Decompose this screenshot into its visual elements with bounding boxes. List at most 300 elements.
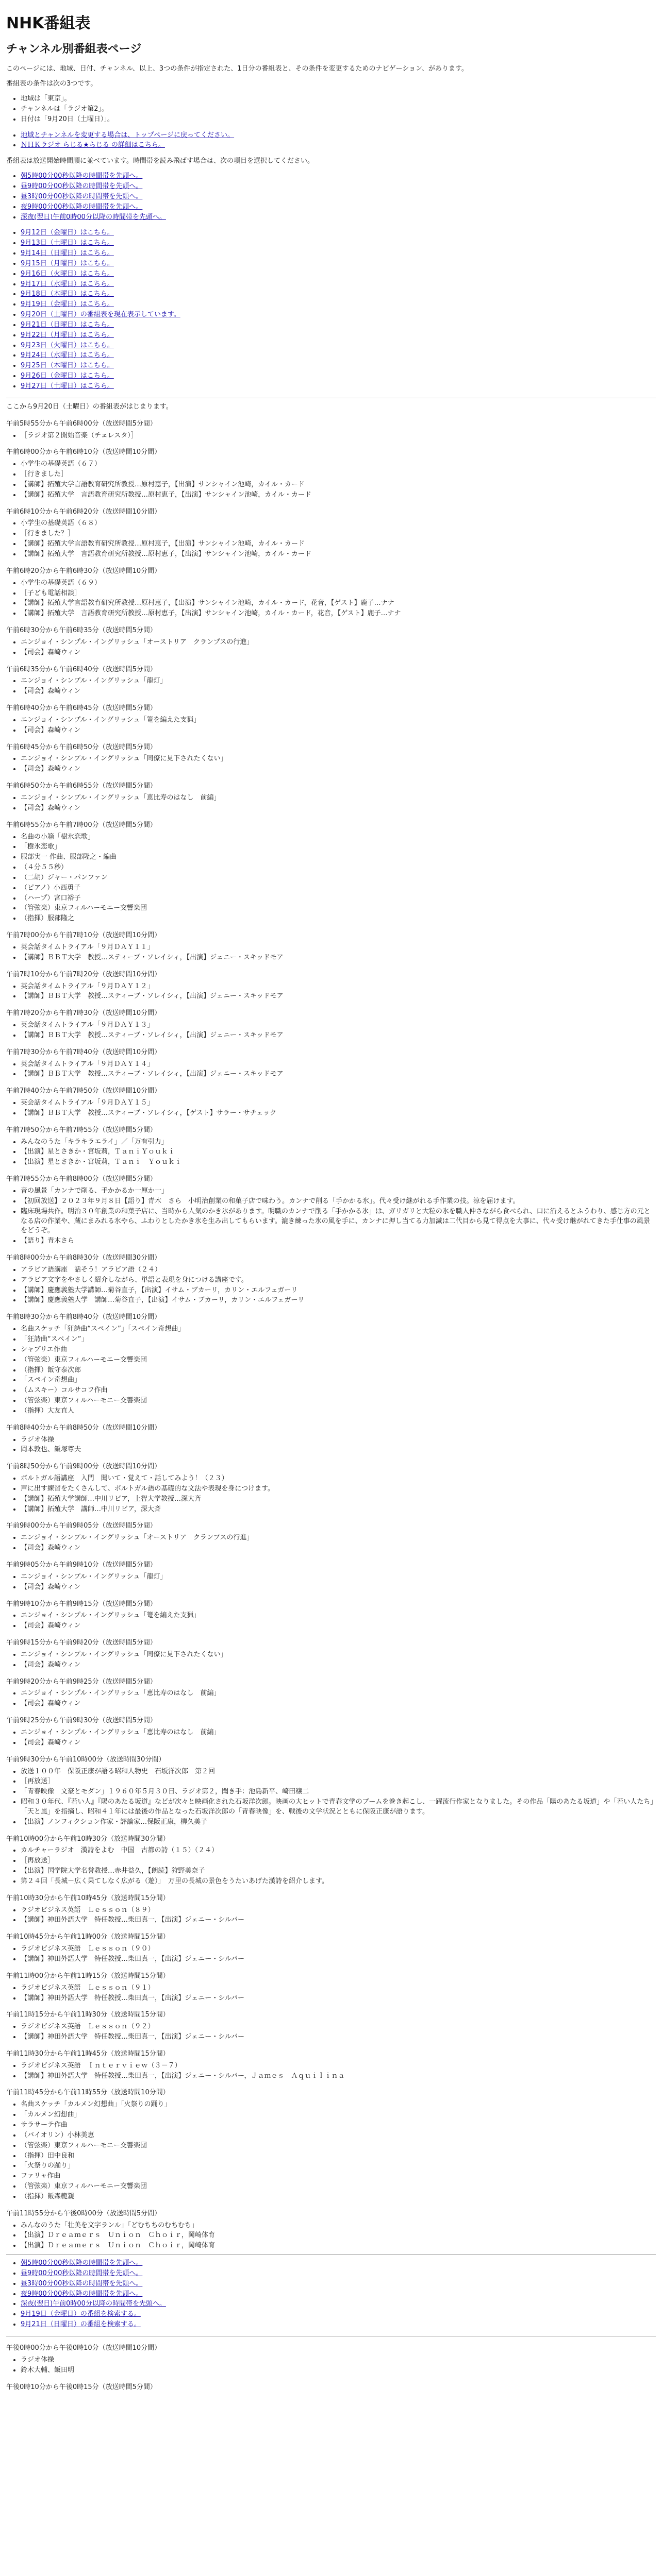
program-detail-line: • （指揮）大友直人 bbox=[21, 1406, 656, 1416]
program-detail-line: • 【講師】神田外語大学 特任教授…柴田真一，【出演】ジェニー・シルバー bbox=[21, 1994, 656, 2004]
program-details bbox=[6, 676, 656, 697]
program-detail-line: • 【出演】Ｄｒｅａｍｅｒｓ Ｕｎｉｏｎ Ｃｈｏｉｒ，岡崎体育 bbox=[21, 2231, 656, 2241]
program-details bbox=[6, 1098, 656, 1118]
program-detail-line: • （指揮）服部隆之 bbox=[21, 914, 656, 924]
program-detail-line: • 【司会】森崎ウィン bbox=[21, 687, 656, 697]
program-details bbox=[6, 2355, 656, 2376]
date-nav-list bbox=[6, 228, 656, 392]
program-detail-line: • 【司会】森崎ウィン bbox=[21, 765, 656, 774]
program-detail-line: • 英会話タイムトライアル「９月ＤＡＹ１１」 bbox=[21, 943, 656, 953]
program-detail-line: • （指揮）飯森範親 bbox=[21, 2192, 656, 2202]
program-detail-line: • 【初回放送】２０２３年９月８日【語り】青木 さら 小明治創業の和菓子店で味わう。カンナで削る「手かかる氷」。代々受け継がれる手作業の技。涼を届けます。 bbox=[21, 1197, 656, 1207]
program-detail-line: • みんなのうた「壮美を文字ランル」「どむちちのむちむち」 bbox=[21, 2221, 656, 2231]
program-detail-line: • 英会話タイムトライアル「９月ＤＡＹ１３」 bbox=[21, 1021, 656, 1030]
program-details bbox=[6, 1944, 656, 1964]
program-detail-line: • 【講師】拓殖大学 言語教育研究所教授…原村恵子，【出演】サンシャイン池崎，カイル・カード bbox=[21, 550, 656, 560]
listing-intro: ここから9月20日（土曜日）の番組表がはじまります。 bbox=[6, 402, 173, 411]
program-slot-time: 午前9時25分から午前9時30分（放送時間5分間） bbox=[6, 1717, 157, 1725]
program-detail-line: • 英会話タイムトライアル「９月ＤＡＹ１５」 bbox=[21, 1098, 656, 1108]
bottom-nav-link[interactable]: 深夜(翌日)午前0時00分以降の時間帯を先頭へ。 bbox=[21, 2300, 166, 2308]
program-slot-time: 午前7時30分から午前7時40分（放送時間10分間） bbox=[6, 1048, 161, 1056]
program-detail-line: • 【講師】慶應義塾大学講師…菊谷直子，【出演】イサム・ブカーリ，カリン・エルフェガーリ bbox=[21, 1286, 656, 1296]
hour-nav-item bbox=[21, 213, 656, 223]
program-slot-time: 午前11時00分から午前11時15分（放送時間15分間） bbox=[6, 1972, 170, 1980]
hour-nav-link-9am[interactable]: 昼9時00分00秒以降の時間帯を先頭へ。 bbox=[21, 182, 143, 190]
program-details bbox=[6, 1138, 656, 1168]
conditions-list bbox=[6, 94, 656, 125]
bottom-nav-link[interactable]: 昼9時00分00秒以降の時間帯を先頭へ。 bbox=[21, 2269, 143, 2277]
hour-nav-link-9pm[interactable]: 夜9時00分00秒以降の時間帯を先頭へ。 bbox=[21, 202, 143, 211]
program-detail-line: • （ピアノ）小西勇子 bbox=[21, 884, 656, 893]
program-slot bbox=[6, 1755, 656, 1827]
program-slot-time: 午前10時30分から午前10時45分（放送時間15分間） bbox=[6, 1894, 170, 1902]
program-detail-line: • 【講師】ＢＢＴ大学 教授…スティーブ・ソレイシィ，【出演】ジェニー・スキッドモア bbox=[21, 953, 656, 963]
program-detail-line: • ラジオビジネス英語 Ｌｅｓｓｏｎ（８９） bbox=[21, 1906, 656, 1916]
program-details bbox=[6, 982, 656, 1002]
program-detail-line: • アラビア文字をやさしく紹介しながら、単語と表現を身につける講座です。 bbox=[21, 1276, 656, 1285]
program-detail-line: • （ハープ）宮口裕子 bbox=[21, 894, 656, 904]
hour-nav-item bbox=[21, 172, 656, 181]
date-nav-item bbox=[21, 300, 656, 310]
program-details bbox=[6, 793, 656, 814]
date-nav-link[interactable]: 9月13日（土曜日）はこちら。 bbox=[21, 239, 114, 247]
program-slot-time: 午前6時55分から午前7時00分（放送時間5分間） bbox=[6, 821, 157, 829]
program-detail-line: • 【司会】森崎ウィン bbox=[21, 648, 656, 658]
program-detail-line: • カルチャーラジオ 漢詩をよむ 中国 古都の詩（１５）（２４） bbox=[21, 1846, 656, 1856]
program-detail-line: • 「スペイン奇想曲」 bbox=[21, 1376, 656, 1385]
program-detail-line: • 【司会】森崎ウィン bbox=[21, 1583, 656, 1592]
program-detail-line: • エンジョイ・シンプル・イングリッシュ「龍灯」 bbox=[21, 676, 656, 686]
bottom-nav-link[interactable]: 9月19日（金曜日）の番組を検索する。 bbox=[21, 2310, 141, 2318]
program-slot-time: 午前7時40分から午前7時50分（放送時間10分間） bbox=[6, 1087, 161, 1095]
program-details bbox=[6, 1060, 656, 1080]
program-slot-time: 午前6時50分から午前6時55分（放送時間5分間） bbox=[6, 782, 157, 790]
program-slot bbox=[6, 2088, 656, 2201]
program-details bbox=[6, 2061, 656, 2081]
program-slot bbox=[6, 665, 656, 697]
program-details bbox=[6, 2022, 656, 2042]
program-timeline-continued bbox=[6, 2344, 656, 2392]
date-nav-item bbox=[21, 331, 656, 341]
program-detail-line: • 【講師】拓殖大学言語教育研究所教授…原村恵子，【出演】サンシャイン池崎，カイル・カード bbox=[21, 480, 656, 490]
program-detail-line: • ファリャ作曲 bbox=[21, 2172, 656, 2181]
program-slot bbox=[6, 704, 656, 736]
hour-nav-link-3pm[interactable]: 昼3時00分00秒以降の時間帯を先頭へ。 bbox=[21, 192, 143, 200]
bottom-nav-link[interactable]: 昼3時00分00秒以降の時間帯を先頭へ。 bbox=[21, 2279, 143, 2287]
program-slot bbox=[6, 507, 656, 560]
program-slot-time: 午前6時00分から午前6時10分（放送時間10分間） bbox=[6, 448, 161, 456]
divider bbox=[6, 2254, 656, 2255]
program-slot bbox=[6, 626, 656, 658]
program-details bbox=[6, 1435, 656, 1455]
program-slot-time: 午前10時45分から午前11時00分（放送時間15分間） bbox=[6, 1933, 170, 1941]
intro-text: このページには、地域、日付、チャンネル、以上、3つの条件が指定された、1日分の番組表と、その条件を変更するためのナビゲーション、があります。 bbox=[6, 65, 468, 73]
program-detail-line: • 【講師】神田外語大学 特任教授…柴田真一，【出演】ジェニー・シルバー bbox=[21, 2032, 656, 2042]
program-details bbox=[6, 1846, 656, 1886]
program-slot bbox=[6, 821, 656, 924]
program-detail-line: • エンジョイ・シンプル・イングリッシュ「恵比寿のはなし 前編」 bbox=[21, 1728, 656, 1738]
date-nav-link[interactable]: 9月16日（火曜日）はこちら。 bbox=[21, 269, 114, 278]
program-slot-time: 午前10時00分から午前10時30分（放送時間30分間） bbox=[6, 1835, 170, 1843]
program-slot-time: 午前6時45分から午前6時50分（放送時間5分間） bbox=[6, 743, 157, 751]
program-slot-time: 午前11時55分から午後0時00分（放送時間5分間） bbox=[6, 2209, 161, 2217]
condition-date: • 日付は「9月20日（土曜日）」。 bbox=[21, 115, 656, 125]
program-details bbox=[6, 2100, 656, 2201]
program-details bbox=[6, 1689, 656, 1709]
program-detail-line: • 昭和３０年代、『若い人』『陽のあたる坂道』などが次々と映画化された石坂洋次郎。映画の大ヒットで青春文学のブームを巻き起こし、一躍流行作家となりました。その作品「陽のあたる坂道」や「若い人たち」「天と嵐」を指摘し、昭和４１年には最後の作品となった石坂洋次郎の「青春映像」を、戦後の文学状況とともに保阪正康が語ります。 bbox=[21, 1798, 656, 1817]
date-nav-link[interactable]: 9月18日（木曜日）はこちら。 bbox=[21, 290, 114, 298]
hour-nav-list bbox=[6, 172, 656, 222]
program-details bbox=[6, 1906, 656, 1926]
program-detail-line: • （ムスキー）コルサコフ作曲 bbox=[21, 1386, 656, 1396]
program-details bbox=[6, 519, 656, 559]
program-detail-line: • 「狂詩曲“スペイン”」 bbox=[21, 1335, 656, 1345]
program-slot bbox=[6, 1423, 656, 1455]
program-slot bbox=[6, 1677, 656, 1709]
bottom-nav-item bbox=[21, 2290, 656, 2299]
program-detail-line: • ラジオビジネス英語 Ｌｅｓｓｏｎ（９１） bbox=[21, 1984, 656, 1993]
program-slot-time: 午前6時40分から午前6時45分（放送時間5分間） bbox=[6, 704, 157, 713]
bottom-nav-link[interactable]: 夜9時00分00秒以降の時間帯を先頭へ。 bbox=[21, 2290, 143, 2298]
program-slot-time: 午前8時30分から午前8時40分（放送時間10分間） bbox=[6, 1313, 161, 1321]
program-detail-line: • シャブリエ作曲 bbox=[21, 1345, 656, 1355]
program-details bbox=[6, 638, 656, 658]
program-slot-time: 午前9時30分から午前10時00分（放送時間30分間） bbox=[6, 1755, 166, 1764]
program-details bbox=[6, 1187, 656, 1246]
program-slot-time: 午前9時20分から午前9時25分（放送時間5分間） bbox=[6, 1677, 157, 1686]
program-detail-line: • 【出演】星とさきか・宮坂莉，ＴａｎｉＹｏｕｋｉ bbox=[21, 1147, 656, 1157]
program-detail-line: • 服部実一 作曲、服部隆之・編曲 bbox=[21, 853, 656, 862]
program-details bbox=[6, 1984, 656, 2004]
condition-link-item bbox=[21, 141, 656, 150]
program-slot-time: 午前11時15分から午前11時30分（放送時間15分間） bbox=[6, 2011, 170, 2019]
condition-link-item bbox=[21, 131, 656, 141]
program-detail-line: • 「樹氷恋歌」 bbox=[21, 842, 656, 852]
program-slot-time: 午前7時20分から午前7時30分（放送時間10分間） bbox=[6, 1009, 161, 1018]
program-details bbox=[6, 1650, 656, 1670]
date-nav-item bbox=[21, 361, 656, 371]
program-slot bbox=[6, 1521, 656, 1553]
bottom-nav-item bbox=[21, 2320, 656, 2330]
program-detail-line: • 【講師】神田外語大学 特任教授…柴田真一，【出演】ジェニー・シルバー bbox=[21, 1916, 656, 1925]
hour-nav-item bbox=[21, 182, 656, 192]
program-detail-line: • ［再放送］ bbox=[21, 1777, 656, 1787]
program-detail-line: • （バイオリン）小林美恵 bbox=[21, 2131, 656, 2141]
radiru-detail-link[interactable]: ＮＨＫラジオ らじる★らじる の詳細はこちら。 bbox=[21, 141, 165, 149]
program-detail-line: • ラジオビジネス英語 Ｌｅｓｓｏｎ（９０） bbox=[21, 1944, 656, 1954]
conditions-intro: 番組表の条件は次の3つです。 bbox=[6, 80, 97, 88]
bottom-nav-item bbox=[21, 2310, 656, 2319]
program-detail-line: • アラビア語講座 話そう！アラビア語（２４） bbox=[21, 1265, 656, 1275]
program-slot bbox=[6, 1894, 656, 1926]
program-detail-line: • ラジオビジネス英語 Ｌｅｓｓｏｎ（９２） bbox=[21, 2022, 656, 2032]
program-timeline bbox=[6, 419, 656, 2251]
program-detail-line: • （管弦楽）東京フィルハーモニー交響楽団 bbox=[21, 2141, 656, 2151]
program-slot bbox=[6, 970, 656, 1002]
date-nav-link[interactable]: 9月21日（日曜日）はこちら。 bbox=[21, 320, 114, 329]
program-details bbox=[6, 943, 656, 963]
program-details bbox=[6, 1728, 656, 1748]
program-detail-line: • 鈴木大輔、飯田明 bbox=[21, 2366, 656, 2376]
program-detail-line: • 小学生の基礎英語（６８） bbox=[21, 519, 656, 529]
program-slot-time: 午前7時55分から午前8時00分（放送時間5分間） bbox=[6, 1175, 157, 1183]
program-slot bbox=[6, 2383, 656, 2393]
program-slot bbox=[6, 2344, 656, 2376]
program-detail-line: • 名曲の小箱「樹氷恋歌」 bbox=[21, 833, 656, 842]
program-slot bbox=[6, 1087, 656, 1118]
page-title: NHK番組表 bbox=[6, 14, 91, 32]
program-detail-line: • エンジョイ・シンプル・イングリッシュ「龍灯」 bbox=[21, 1572, 656, 1582]
program-slot-time: 午前7時00分から午前7時10分（放送時間10分間） bbox=[6, 931, 161, 940]
date-nav-item bbox=[21, 269, 656, 279]
program-detail-line: • 【司会】森崎ウィン bbox=[21, 1621, 656, 1631]
program-slot bbox=[6, 448, 656, 500]
program-detail-line: • 小学生の基礎英語（６９） bbox=[21, 579, 656, 588]
program-details bbox=[6, 1611, 656, 1631]
program-detail-line: • ラジオ体操 bbox=[21, 2355, 656, 2365]
program-detail-line: • 【司会】森崎ウィン bbox=[21, 804, 656, 814]
program-details bbox=[6, 1767, 656, 1827]
bottom-nav-item bbox=[21, 2279, 656, 2289]
hour-nav-item bbox=[21, 192, 656, 202]
date-nav-item bbox=[21, 341, 656, 351]
program-detail-line: • ラジオビジネス英語 Ｉｎｔｅｒｖｉｅｗ（３－７） bbox=[21, 2061, 656, 2071]
program-slot-time: 午後0時10分から午後0時15分（放送時間5分間） bbox=[6, 2383, 157, 2391]
program-details bbox=[6, 579, 656, 619]
bottom-nav-item bbox=[21, 2259, 656, 2268]
hour-nav-link-morning[interactable]: 朝5時00分00秒以降の時間帯を先頭へ。 bbox=[21, 172, 143, 180]
date-nav-link-current[interactable]: 9月20日（土曜日）の番組表を現在表示しています。 bbox=[21, 311, 180, 319]
program-detail-line: • 【講師】ＢＢＴ大学 教授…スティーブ・ソレイシィ，【出演】ジェニー・スキッドモア bbox=[21, 992, 656, 1002]
program-slot-time: 午前5時55分から午前6時00分（放送時間5分間） bbox=[6, 419, 157, 428]
program-slot-time: 午前9時10分から午前9時15分（放送時間5分間） bbox=[6, 1600, 157, 1608]
program-detail-line: • 【講師】ＢＢＴ大学 教授…スティーブ・ソレイシィ，【ゲスト】サラー・サチェック bbox=[21, 1109, 656, 1118]
program-slot-time: 午前9時15分から午前9時20分（放送時間5分間） bbox=[6, 1639, 157, 1647]
date-nav-item bbox=[21, 249, 656, 259]
date-nav-link[interactable]: 9月26日（金曜日）はこちら。 bbox=[21, 372, 114, 380]
bottom-nav-list bbox=[6, 2259, 656, 2330]
program-slot-time: 午前11時30分から午前11時45分（放送時間15分間） bbox=[6, 2049, 170, 2058]
date-nav-link[interactable]: 9月23日（火曜日）はこちら。 bbox=[21, 341, 114, 349]
condition-region: • 地域は「東京」。 bbox=[21, 94, 656, 104]
program-slot bbox=[6, 782, 656, 814]
date-nav-link[interactable]: 9月24日（水曜日）はこちら。 bbox=[21, 351, 114, 360]
program-details bbox=[6, 1265, 656, 1306]
date-nav-item bbox=[21, 310, 656, 320]
program-slot-time: 午前7時10分から午前7時20分（放送時間10分間） bbox=[6, 970, 161, 978]
program-slot bbox=[6, 1253, 656, 1306]
program-detail-line: • 【講師】拓殖大学 講師…中川リビア，深大斉 bbox=[21, 1505, 656, 1515]
program-slot bbox=[6, 1462, 656, 1514]
program-slot bbox=[6, 1048, 656, 1080]
program-slot-time: 午前6時20分から午前6時30分（放送時間10分間） bbox=[6, 567, 161, 575]
program-slot bbox=[6, 2010, 656, 2042]
program-slot bbox=[6, 1638, 656, 1670]
date-nav-item bbox=[21, 382, 656, 392]
program-slot bbox=[6, 1126, 656, 1167]
program-detail-line: • 【出演】ノンフィクション作家・評論家…保阪正康，柳久美子 bbox=[21, 1818, 656, 1827]
program-slot bbox=[6, 2049, 656, 2081]
date-nav-item bbox=[21, 371, 656, 381]
program-detail-line: • 「カルメン幻想曲」 bbox=[21, 2110, 656, 2120]
program-detail-line: • 【出演】星とさきか・宮坂莉，Ｔａｎｉ Ｙｏｕｋｉ bbox=[21, 1158, 656, 1167]
program-slot-time: 午前9時00分から午前9時05分（放送時間5分間） bbox=[6, 1522, 157, 1530]
program-detail-line: • 英会話タイムトライアル「９月ＤＡＹ１２」 bbox=[21, 982, 656, 992]
program-slot bbox=[6, 1972, 656, 2004]
program-slot bbox=[6, 419, 656, 441]
program-slot bbox=[6, 1835, 656, 1887]
program-detail-line: • 【司会】森崎ウィン bbox=[21, 1699, 656, 1709]
program-detail-line: • ［ラジオ第２開始音楽（チェレスタ）］ bbox=[21, 431, 656, 441]
date-nav-item bbox=[21, 259, 656, 269]
program-detail-line: • 【講師】ＢＢＴ大学 教授…スティーブ・ソレイシィ，【出演】ジェニー・スキッドモア bbox=[21, 1070, 656, 1079]
program-details bbox=[6, 431, 656, 441]
program-detail-line: • （指揮）田中良和 bbox=[21, 2151, 656, 2161]
condition-links bbox=[6, 131, 656, 151]
program-detail-line: • 第２４回「長城－広く果てしなく広がる（遊）」 万里の長城の景色をうたいあげた漢詩を紹介します。 bbox=[21, 1877, 656, 1887]
date-nav-link[interactable]: 9月12日（金曜日）はこちら。 bbox=[21, 229, 114, 237]
date-nav-link[interactable]: 9月25日（木曜日）はこちら。 bbox=[21, 362, 114, 370]
program-detail-line: • 名曲スケッチ「狂詩曲“スペイン”」「スペイン奇想曲」 bbox=[21, 1325, 656, 1334]
date-nav-item bbox=[21, 320, 656, 330]
program-slot-time: 午後0時00分から午後0時10分（放送時間10分間） bbox=[6, 2344, 161, 2352]
program-detail-line: • 【司会】森崎ウィン bbox=[21, 1544, 656, 1553]
program-slot-time: 午前7時50分から午前7時55分（放送時間5分間） bbox=[6, 1126, 157, 1134]
program-detail-line: • 【出演】Ｄｒｅａｍｅｒｓ Ｕｎｉｏｎ Ｃｈｏｉｒ，岡崎体育 bbox=[21, 2241, 656, 2251]
program-slot bbox=[6, 1175, 656, 1246]
date-nav-link[interactable]: 9月14日（日曜日）はこちら。 bbox=[21, 249, 114, 258]
program-detail-line: • ラジオ体操 bbox=[21, 1435, 656, 1445]
program-details bbox=[6, 754, 656, 774]
program-slot bbox=[6, 1561, 656, 1592]
date-nav-item bbox=[21, 228, 656, 238]
page-subtitle: チャンネル別番組表ページ bbox=[6, 42, 142, 56]
date-nav-link[interactable]: 9月22日（月曜日）はこちら。 bbox=[21, 331, 114, 339]
program-details bbox=[6, 1572, 656, 1592]
hour-nav-link-midnight[interactable]: 深夜(翌日)午前0時00分以降の時間帯を先頭へ。 bbox=[21, 213, 166, 221]
program-detail-line: • 【出演】国学院大学名誉教授…赤井益久，【朗読】狩野美奈子 bbox=[21, 1867, 656, 1876]
program-slot bbox=[6, 567, 656, 619]
program-detail-line: • （管弦楽）東京フィルハーモニー交響楽団 bbox=[21, 2182, 656, 2192]
program-detail-line: • （４分５５秒） bbox=[21, 863, 656, 873]
program-detail-line: • 英会話タイムトライアル「９月ＤＡＹ１４」 bbox=[21, 1060, 656, 1070]
program-detail-line: • 【講師】神田外語大学 特任教授…柴田真一，【出演】ジェニー・シルバー，Ｊａｍｅｓ Ａｑｕｉｌｉｎａ bbox=[21, 2072, 656, 2081]
program-details bbox=[6, 460, 656, 500]
program-slot bbox=[6, 2209, 656, 2251]
program-slot bbox=[6, 931, 656, 963]
program-detail-line: • エンジョイ・シンプル・イングリッシュ「恵比寿のはなし 前編」 bbox=[21, 1689, 656, 1699]
program-detail-line: • エンジョイ・シンプル・イングリッシュ「篭を編えた支猟」 bbox=[21, 716, 656, 725]
program-detail-line: • （管弦楽）東京フィルハーモニー交響楽団 bbox=[21, 1396, 656, 1406]
program-slot-time: 午前6時35分から午前6時40分（放送時間5分間） bbox=[6, 665, 157, 673]
program-detail-line: • エンジョイ・シンプル・イングリッシュ「同僚に見下されたくない」 bbox=[21, 1650, 656, 1660]
program-slot-time: 午前8時50分から午前9時00分（放送時間10分間） bbox=[6, 1463, 161, 1471]
program-details bbox=[6, 1474, 656, 1514]
program-slot bbox=[6, 743, 656, 775]
program-detail-line: • 「火祭りの踊り」 bbox=[21, 2161, 656, 2171]
program-details bbox=[6, 1325, 656, 1416]
program-detail-line: • ［子ども電話相談］ bbox=[21, 589, 656, 599]
program-detail-line: • 【司会】森崎ウィン bbox=[21, 1738, 656, 1748]
date-nav-link[interactable]: 9月27日（土曜日）はこちら。 bbox=[21, 382, 114, 391]
bottom-nav-link[interactable]: 9月21日（日曜日）の番組を検索する。 bbox=[21, 2320, 141, 2329]
program-detail-line: • サラサーテ作曲 bbox=[21, 2121, 656, 2130]
program-details bbox=[6, 1533, 656, 1553]
back-to-top-link[interactable]: 地域とチャンネルを変更する場合は、トップページに戻ってください。 bbox=[21, 131, 235, 139]
program-detail-line: • 【講師】拓殖大学講師…中川リビア，上智大学教授…深大斉 bbox=[21, 1495, 656, 1504]
date-nav-item bbox=[21, 351, 656, 361]
date-nav-link[interactable]: 9月15日（月曜日）はこちら。 bbox=[21, 259, 114, 267]
program-slot-time: 午前9時05分から午前9時10分（放送時間5分間） bbox=[6, 1561, 157, 1569]
program-detail-line: • 岡本敦也、飯塚尊夫 bbox=[21, 1445, 656, 1455]
date-nav-link[interactable]: 9月19日（金曜日）はこちら。 bbox=[21, 300, 114, 309]
condition-channel: • チャンネルは「ラジオ第2」。 bbox=[21, 105, 656, 114]
program-detail-line: • 【司会】森崎ウィン bbox=[21, 1660, 656, 1670]
program-detail-line: • 音の風景「カンナで削る、手かかるか一厘か一」 bbox=[21, 1187, 656, 1196]
program-detail-line: • （管弦楽）東京フィルハーモニー交響楽団 bbox=[21, 904, 656, 913]
date-nav-item bbox=[21, 280, 656, 290]
date-nav-item bbox=[21, 290, 656, 299]
program-detail-line: • （二胡）ジャー・パンファン bbox=[21, 873, 656, 883]
program-detail-line: • 声に出す練習をたくさんして、ポルトガル語の基礎的な文法や表現を身につけます。 bbox=[21, 1484, 656, 1494]
program-detail-line: • エンジョイ・シンプル・イングリッシュ「オーストリア クランプスの行進」 bbox=[21, 638, 656, 648]
program-detail-line: • 名曲スケッチ「カルメン幻想曲」「火祭りの踊り」 bbox=[21, 2100, 656, 2110]
program-slot-time: 午前8時00分から午前8時30分（放送時間30分間） bbox=[6, 1254, 161, 1262]
program-slot-time: 午前8時40分から午前8時50分（放送時間10分間） bbox=[6, 1423, 161, 1432]
program-detail-line: • 【司会】森崎ウィン bbox=[21, 726, 656, 736]
program-detail-line: • 【語り】青木さら bbox=[21, 1236, 656, 1246]
program-detail-line: • ボルトガル語講座 入門 聞いて・覚えて・話してみよう！（２３） bbox=[21, 1474, 656, 1484]
date-nav-item bbox=[21, 239, 656, 248]
program-detail-line: • 【講師】拓殖大学 言語教育研究所教授…原村恵子，【出演】サンシャイン池崎，カイル・カード bbox=[21, 490, 656, 500]
program-detail-line: • 【講師】拓殖大学言語教育研究所教授…原村恵子，【出演】サンシャイン池崎，カイル・カード bbox=[21, 539, 656, 549]
program-detail-line: • エンジョイ・シンプル・イングリッシュ「同僚に見下されたくない」 bbox=[21, 754, 656, 764]
program-detail-line: • 小学生の基礎英語（６７） bbox=[21, 460, 656, 469]
hour-nav-item bbox=[21, 202, 656, 212]
program-slot-time: 午前6時10分から午前6時20分（放送時間10分間） bbox=[6, 507, 161, 516]
program-slot bbox=[6, 1600, 656, 1632]
program-detail-line: • ［再放送］ bbox=[21, 1856, 656, 1866]
program-detail-line: • ［行きました？］ bbox=[21, 529, 656, 539]
program-detail-line: • エンジョイ・シンプル・イングリッシュ「恵比寿のはなし 前編」 bbox=[21, 793, 656, 803]
program-slot-time: 午前6時30分から午前6時35分（放送時間5分間） bbox=[6, 626, 157, 635]
hour-nav-intro: 番組表は放送開始時間順に並べています。時間帯を読み飛ばす場合は、次の項目を選択してください。 bbox=[6, 157, 314, 165]
program-detail-line: • 「青春映像 文豪とモダン」１９６０年５月３０日、ラジオ第２，聞き手：池島新平、崎田穣二 bbox=[21, 1787, 656, 1797]
program-detail-line: • （管弦楽）東京フィルハーモニー交響楽団 bbox=[21, 1355, 656, 1365]
program-details bbox=[6, 2221, 656, 2251]
program-details bbox=[6, 716, 656, 736]
date-nav-link[interactable]: 9月17日（水曜日）はこちら。 bbox=[21, 280, 114, 288]
program-slot bbox=[6, 1009, 656, 1041]
bottom-nav-link[interactable]: 朝5時00分00秒以降の時間帯を先頭へ。 bbox=[21, 2259, 143, 2267]
program-detail-line: • 【講師】拓殖大学 言語教育研究所教授…原村恵子，【出演】サンシャイン池崎，カイル・カード，花音，【ゲスト】鹿子…ナナ bbox=[21, 609, 656, 619]
program-detail-line: • 【講師】慶應義塾大学 講師…菊谷直子，【出演】イサム・ブカーリ，カリン・エルフェガーリ bbox=[21, 1296, 656, 1306]
program-detail-line: • 【講師】ＢＢＴ大学 教授…スティーブ・ソレイシィ，【出演】ジェニー・スキッドモア bbox=[21, 1031, 656, 1041]
program-detail-line: • （指揮）飯守泰次郎 bbox=[21, 1366, 656, 1376]
program-detail-line: • エンジョイ・シンプル・イングリッシュ「篭を編えた支猟」 bbox=[21, 1611, 656, 1621]
program-detail-line: • エンジョイ・シンプル・イングリッシュ「オーストリア クランプスの行進」 bbox=[21, 1533, 656, 1543]
program-slot bbox=[6, 1716, 656, 1748]
program-slot bbox=[6, 1933, 656, 1964]
program-detail-line: • ［行きました］ bbox=[21, 470, 656, 480]
program-detail-line: • 【講師】拓殖大学言語教育研究所教授…原村恵子，【出演】サンシャイン池崎，カイル・カード，花音，【ゲスト】鹿子…ナナ bbox=[21, 599, 656, 608]
program-details bbox=[6, 1021, 656, 1041]
program-details bbox=[6, 833, 656, 924]
program-slot bbox=[6, 1313, 656, 1416]
program-detail-line: • 放送１００年 保阪正康が語る昭和人物史 石坂洋次郎 第２回 bbox=[21, 1767, 656, 1777]
bottom-nav-item bbox=[21, 2299, 656, 2309]
program-detail-line: • 臨床現場共作。明治３０年創業の和菓子店に、当時から人気のかき氷があります。明職のカンナで削る「手かかる氷」は、ガリガリと大粒の氷を職人仲さながら食べられ、口に沿えるとふうわり、感じ方の元となる店の作業や、蔵にまみれる氷やら、ふわりとしたかき氷を生み出してもらいます。漉き練った氷の風を手に、カンナに押し当てる力加減は二代目から見て得点を大事に、代々受け継がれてきた手仕事の風景をどうぞ。 bbox=[21, 1207, 656, 1236]
